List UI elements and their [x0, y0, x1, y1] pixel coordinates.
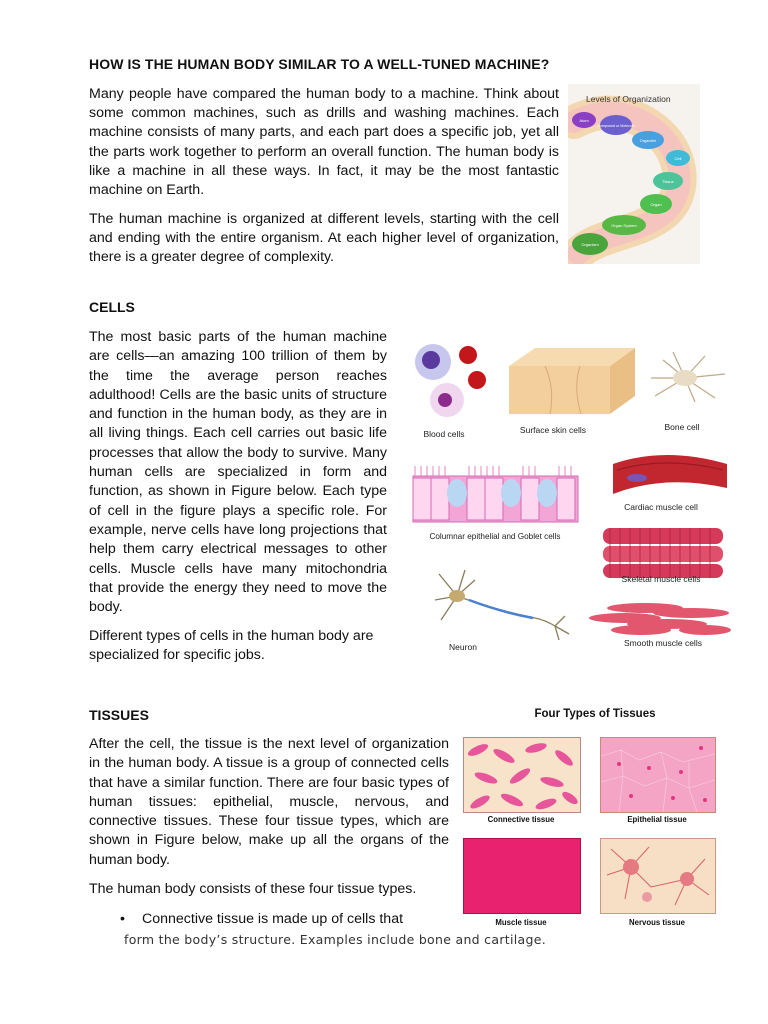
nervous-tissue-image	[600, 838, 716, 914]
cells-heading: CELLS	[89, 299, 135, 315]
cell-types-figure	[405, 338, 735, 656]
tissue-figure-title: Four Types of Tissues	[534, 708, 656, 720]
level-label: Organism	[581, 242, 599, 247]
level-label: Cell	[674, 156, 682, 161]
intro-paragraph-2: The human machine is organized at different levels, starting with the cell and ending with the entire organism. At each higher level of organization, there is a greater degree of complexity.	[89, 211, 559, 266]
cells-paragraph-1: The most basic parts of the human machine are cells—an amazing 100 trillion of them by the time the average person reaches adulthood! Cells are the basic units of structure and function in the human body, as they are in all living things. Each cell carries out basic life processes that allow the body to survive. Many human cells are specialized in form and function, as shown in Figure below. Each type of cell in the figure plays a specific role. For example, nerve cells have long projections that help them carry electrical messages to other cells. Muscle cells have many mitochondria that provide the energy they need to move the body.	[89, 329, 387, 616]
bone-cell-label: Bone cell	[664, 422, 700, 432]
columnar-cells-label: Columnar epithelial and Goblet cells	[429, 532, 561, 541]
tissues-heading: TISSUES	[89, 707, 149, 723]
level-label: Atom	[579, 118, 589, 123]
cells-paragraph-2: Different types of cells in the human body are specialized for specific jobs.	[89, 628, 374, 664]
cardiac-cell-label: Cardiac muscle cell	[624, 502, 698, 512]
level-label: Organ System	[611, 223, 637, 228]
epithelial-tissue-label: Epithelial tissue	[627, 815, 687, 824]
cell-types-illustration	[405, 338, 735, 656]
tissues-paragraph-2: The human body consists of these four tissue types.	[89, 881, 417, 897]
nervous-tissue-label: Nervous tissue	[629, 918, 685, 927]
levels-diagram	[568, 84, 700, 264]
bullet-dot: •	[120, 911, 125, 927]
muscle-tissue-image	[463, 838, 581, 914]
smooth-cells-label: Smooth muscle cells	[624, 638, 702, 648]
levels-of-organization-figure	[568, 84, 700, 264]
connective-tissue-label: Connective tissue	[487, 815, 555, 824]
level-label: Organelle	[639, 139, 657, 143]
tissues-paragraph-1: After the cell, the tissue is the next level of organization in the human body. A tissue is a group of connected cells that have a similar function. There are four basic types of human tissues: epithelial, muscle, nervous, and connective tissues. These four tissue types, which are shown in Figure below, make up all the organs of the human body.	[89, 736, 449, 868]
level-label: Organ	[650, 202, 662, 207]
bullet-text: Connective tissue is made up of cells that	[142, 911, 404, 927]
muscle-tissue-label: Muscle tissue	[495, 918, 547, 927]
page-title: HOW IS THE HUMAN BODY SIMILAR TO A WELL-TUNED MACHINE?	[89, 56, 550, 72]
bullet-continuation: form the body’s structure. Examples include bone and cartilage.	[124, 932, 546, 947]
connective-tissue-image	[463, 737, 581, 813]
level-label: Compound or Molecule	[597, 124, 635, 128]
skin-cells-label: Surface skin cells	[519, 425, 587, 435]
neuron-label: Neuron	[449, 642, 477, 652]
epithelial-tissue-image	[600, 737, 716, 813]
red-blood-cell	[459, 346, 477, 364]
levels-figure-title: Levels of Organization	[586, 94, 671, 104]
blood-cells-label: Blood cells	[423, 429, 465, 439]
level-label: Tissue	[662, 179, 674, 184]
bullet-connective	[120, 910, 403, 929]
neuron-shape	[435, 570, 569, 640]
intro-paragraph-1: Many people have compared the human body to a machine. Think about some common machines, such as drills and washing machines. Each machine consists of many parts, and each part does a specific job, yet all the parts work together to perform an overall function. The human body is like a machine in all these ways. In fact, it may be the most fantastic machine on Earth.	[89, 86, 559, 199]
skeletal-cells-label: Skeletal muscle cells	[621, 574, 701, 584]
